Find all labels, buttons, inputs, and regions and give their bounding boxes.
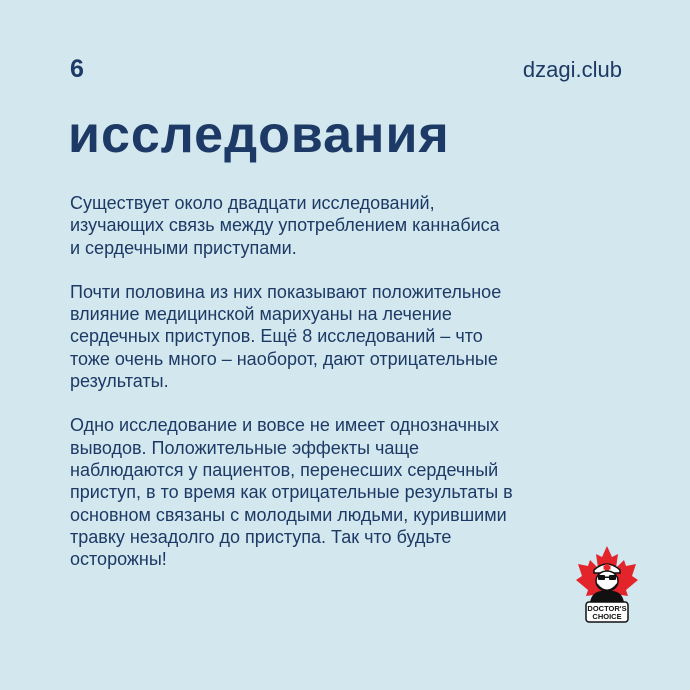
svg-text:DOCTOR'S: DOCTOR'S — [587, 604, 627, 613]
doctors-choice-logo — [574, 544, 640, 624]
site-name: dzagi.club — [522, 57, 622, 82]
page-title: исследования — [68, 106, 450, 164]
paragraph-3: Одно исследование и вовсе не имеет однозначных выводов. Положительные эффекты чаще наблюдаются у пациентов, перенесших сердечный приступ, в то время как отрицательные результаты в основном связаны с молодыми людьми, курившими травку незадолго до приступа. Так что будьте осторожны! — [70, 415, 513, 570]
page-number: 6 — [70, 55, 84, 83]
body-text — [70, 192, 590, 592]
paragraph-2: Почти половина из них показывают положительное влияние медицинской марихуаны на лечение сердечных приступов. Ещё 8 исследований – что тоже очень много – наоборот, дают отрицательные результаты. — [70, 281, 502, 392]
svg-text:CHOICE: CHOICE — [592, 612, 622, 621]
maple-leaf-doctor-icon — [574, 544, 640, 624]
paragraph-1: Существует около двадцати исследований, изучающих связь между употреблением каннабиса и сердечными приступами. — [70, 193, 500, 258]
